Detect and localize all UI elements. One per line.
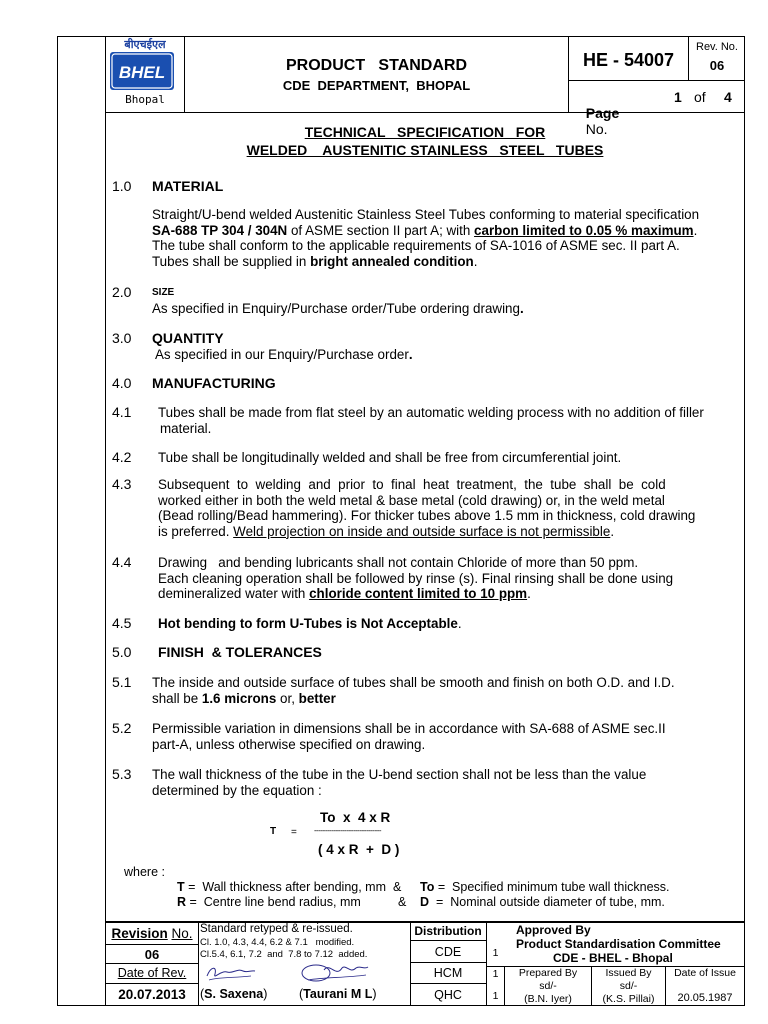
- s2-end: .: [519, 301, 524, 316]
- s43-line-4a: is preferred.: [158, 523, 234, 539]
- section-3-body: [155, 347, 730, 363]
- s3-end: .: [408, 347, 413, 362]
- page-of: of: [694, 89, 706, 105]
- dist-name-1: HCM: [433, 966, 463, 980]
- notes-line-1: Standard retyped & re-issued.: [200, 923, 353, 935]
- approved-by-label: Approved By: [516, 923, 591, 937]
- s51-better: better: [298, 690, 336, 706]
- s43-line-1: Subsequent to welding and prior to final heat treatment, the tube shall be cold: [158, 477, 666, 492]
- section-num-5-3: 5.3: [112, 766, 132, 782]
- section-num-1-0: 1.0: [112, 178, 132, 194]
- header-divider-h: [568, 80, 745, 81]
- section-4-3-body: [158, 477, 726, 539]
- s43-line-4: [158, 524, 726, 540]
- page-title: PRODUCT STANDARD: [285, 57, 468, 74]
- s44-line-2: Each cleaning operation shall be followed by rinse (s). Final rinsing shall be done using: [158, 570, 674, 586]
- dist-qty-2: 1: [492, 990, 499, 1002]
- equation-equals: =: [291, 827, 297, 838]
- section-num-4-1: 4.1: [112, 404, 132, 420]
- section-title-size: SIZE: [152, 287, 175, 298]
- bhel-logo: [110, 52, 174, 90]
- s1-line-2: [152, 223, 727, 239]
- prepared-by-sd: sd/-: [539, 980, 557, 992]
- s44-line-3a: demineralized water with: [158, 586, 310, 601]
- section-title-material: MATERIAL: [152, 178, 224, 194]
- s53-line-1: The wall thickness of the tube in the U-bend section shall not be less than the value: [152, 767, 647, 782]
- s51-line-2c: or,: [276, 690, 299, 706]
- issued-by-label: Issued By: [605, 967, 652, 979]
- s3-text: As specified in our Enquiry/Purchase order: [155, 347, 409, 362]
- footer-h-left-3: [105, 983, 198, 984]
- header-bottom-line: [105, 112, 745, 113]
- revision-value: 06: [144, 947, 160, 962]
- page-current: 1: [674, 89, 682, 105]
- s1-line-2b: of ASME section II part A; with: [287, 222, 475, 238]
- where-sym-D: D: [420, 895, 430, 909]
- signature-1: [203, 962, 259, 984]
- where-row-1b: [420, 880, 670, 894]
- section-5-2-body: [152, 721, 730, 752]
- issued-by-name: (K.S. Pillai): [602, 993, 655, 1005]
- spec-title-line-2: WELDED AUSTENITIC STAINLESS STEEL TUBES: [246, 142, 604, 158]
- s51-line-1: The inside and outside surface of tubes shall be smooth and finish on both O.D. and I.D.: [152, 675, 675, 690]
- footer-h-left-1: [105, 944, 198, 945]
- section-4-2-body: [158, 450, 730, 466]
- date-rev-value: 20.07.2013: [118, 987, 186, 1002]
- prepared-by-name: (B.N. Iyer): [524, 993, 572, 1005]
- s43-line-4c: .: [610, 523, 615, 539]
- page-total: 4: [724, 89, 732, 105]
- notes-line-2: Cl. 1.0, 4.3, 4.4, 6.2 & 7.1 modified.: [200, 937, 355, 948]
- s43-weld-note: Weld projection on inside and outside surface is not permissible: [233, 523, 611, 539]
- footer-h-dist-1: [410, 940, 486, 941]
- where-amp: &: [398, 895, 407, 909]
- s1-grade: SA-688 TP 304 / 304N: [152, 222, 288, 238]
- section-title-manufacturing: MANUFACTURING: [152, 375, 276, 391]
- s43-line-2: worked either in both the weld metal & base metal (cold drawing) or, in the weld metal: [158, 492, 665, 508]
- s41-line-2: material.: [160, 420, 212, 436]
- dist-qty-1: 1: [492, 968, 499, 980]
- s3-line-1: [155, 347, 730, 363]
- where-txt-D: = Nominal outside diameter of tube, mm.: [429, 895, 665, 909]
- equation-rule: -------------------------------: [314, 826, 382, 835]
- section-4-1-body: [158, 405, 730, 436]
- s51-microns: 1.6 microns: [201, 690, 277, 706]
- section-title-finish: FINISH & TOLERANCES: [158, 644, 322, 660]
- issued-by-sd: sd/-: [619, 980, 638, 992]
- equation-denominator: ( 4 x R + D ): [318, 842, 400, 857]
- section-num-5-0: 5.0: [112, 644, 132, 660]
- logo-hindi: बीएचईएल: [124, 39, 166, 51]
- header-divider-2: [568, 36, 569, 112]
- s52-line-2: part-A, unless otherwise specified on drawing.: [152, 736, 426, 752]
- frame-bottom: [57, 1005, 745, 1006]
- section-num-4-0: 4.0: [112, 375, 132, 391]
- where-label: where :: [124, 865, 165, 879]
- s45-line-1: [158, 616, 730, 632]
- s1-line-1: Straight/U-bend welded Austenitic Stainless Steel Tubes conforming to material specification: [152, 207, 700, 222]
- notes-line-3: Cl.5.4, 6.1, 7.2 and 7.8 to 7.12 added.: [200, 949, 368, 960]
- where-sym-T: T: [177, 880, 185, 894]
- section-5-3-body: [152, 767, 730, 798]
- distribution-label: Distribution: [414, 924, 482, 938]
- equation-numerator: To x 4 x R: [320, 810, 391, 825]
- s2-text: As specified in Enquiry/Purchase order/Tube ordering drawing: [152, 301, 520, 316]
- department: CDE DEPARTMENT, BHOPAL: [282, 78, 471, 93]
- section-2-body: [152, 301, 727, 317]
- spec-title-line-1: TECHNICAL SPECIFICATION FOR: [304, 124, 546, 140]
- approved-org: CDE - BHEL - Bhopal: [553, 951, 673, 965]
- s1-carbon: carbon limited to 0.05 % maximum: [474, 222, 694, 238]
- s45-end: .: [457, 616, 462, 631]
- frame-right: [744, 36, 745, 1006]
- section-num-2-0: 2.0: [112, 284, 132, 300]
- date-of-issue-value: 20.05.1987: [677, 992, 733, 1004]
- where-txt-To: = Specified minimum tube wall thickness.: [434, 880, 670, 894]
- bhel-logo-mark: [110, 52, 174, 90]
- section-num-4-3: 4.3: [112, 476, 132, 492]
- revision-no: No.: [171, 926, 193, 941]
- section-5-1-body: [152, 675, 730, 706]
- s44-chloride: chloride content limited to 10 ppm: [309, 586, 528, 601]
- section-num-5-2: 5.2: [112, 720, 132, 736]
- signatory-2-name: Taurani M L: [303, 987, 373, 1001]
- prepared-by-label: Prepared By: [518, 967, 578, 979]
- s41-line-1: Tubes shall be made from flat steel by an automatic welding process with no addition of filler: [158, 405, 704, 420]
- where-txt-T: = Wall thickness after bending, mm &: [184, 880, 402, 894]
- s51-line-2a: shall be: [152, 690, 202, 706]
- s52-line-1: Permissible variation in dimensions shall be in accordance with SA-688 of ASME sec.II: [152, 721, 666, 736]
- s2-line-1: [152, 301, 727, 317]
- dist-name-0: CDE: [434, 945, 462, 959]
- section-4-4-body: [158, 555, 730, 602]
- s53-line-2: determined by the equation :: [152, 782, 322, 798]
- logo-city: Bhopal: [125, 93, 165, 106]
- where-sym-R: R: [177, 895, 187, 909]
- signatory-1: (S. Saxena): [200, 987, 268, 1001]
- where-row-2b: [420, 895, 665, 909]
- s1-line-4: [152, 254, 727, 270]
- section-title-quantity: QUANTITY: [152, 330, 224, 346]
- s42-line-1: Tube shall be longitudinally welded and shall be free from circumferential joint.: [158, 450, 622, 465]
- s44-line-3c: .: [527, 586, 531, 601]
- s1-line-3: The tube shall conform to the applicable requirements of SA-1016 of ASME sec. II part A.: [152, 238, 680, 253]
- signatory-2: (Taurani M L): [299, 987, 377, 1001]
- section-num-4-4: 4.4: [112, 554, 132, 570]
- s45-text: Hot bending to form U-Tubes is Not Acceptable: [158, 616, 458, 631]
- section-num-5-1: 5.1: [112, 674, 132, 690]
- section-1-body: [152, 207, 727, 269]
- s1-line-4a: Tubes shall be supplied in: [152, 253, 311, 269]
- where-row-1a: [177, 880, 401, 894]
- section-4-5-body: [158, 616, 730, 632]
- page-no-label: No.: [585, 121, 608, 137]
- revision-word: Revision: [111, 926, 168, 941]
- rev-value: 06: [709, 58, 725, 73]
- s51-line-2: [152, 691, 730, 707]
- where-row-2a: [177, 895, 361, 909]
- footer-h-dist-3: [410, 983, 486, 984]
- footer-h-left-2: [105, 963, 198, 964]
- s1-condition: bright annealed condition: [310, 253, 474, 269]
- footer-dist-qty-v: [486, 940, 487, 941]
- s44-line-3: [158, 586, 730, 602]
- svg-text:BHEL: BHEL: [118, 63, 166, 82]
- signature-2: [298, 960, 372, 984]
- approved-committee: Product Standardisation Committee: [516, 937, 721, 951]
- doc-number: HE - 54007: [582, 50, 675, 70]
- where-txt-R: = Centre line bend radius, mm: [186, 895, 361, 909]
- frame-left: [57, 36, 58, 1006]
- footer-h-dist-2: [410, 962, 486, 963]
- revision-label: [106, 926, 198, 941]
- s43-line-3: (Bead rolling/Bead hammering). For thicker tubes above 1.5 mm in thickness, cold drawing: [158, 508, 696, 523]
- equation-lhs: T: [270, 826, 277, 837]
- dist-qty-0: 1: [492, 947, 499, 959]
- section-num-4-2: 4.2: [112, 449, 132, 465]
- signatory-1-name: S. Saxena: [204, 987, 264, 1001]
- footer-v1: [198, 922, 199, 1006]
- where-sym-To: To: [420, 880, 435, 894]
- s44-line-1: Drawing and bending lubricants shall not contain Chloride of more than 50 ppm.: [158, 555, 639, 570]
- s1-line-4c: .: [473, 253, 478, 269]
- section-num-3-0: 3.0: [112, 330, 132, 346]
- dist-name-2: QHC: [434, 988, 462, 1002]
- date-rev-label: Date of Rev.: [117, 966, 187, 980]
- margin-line: [105, 36, 106, 1006]
- section-num-4-5: 4.5: [112, 615, 132, 631]
- s1-line-2d: .: [693, 222, 698, 238]
- date-of-issue-label: Date of Issue: [674, 967, 736, 979]
- rev-label: Rev. No.: [696, 41, 738, 53]
- page-label: Page: [585, 105, 620, 121]
